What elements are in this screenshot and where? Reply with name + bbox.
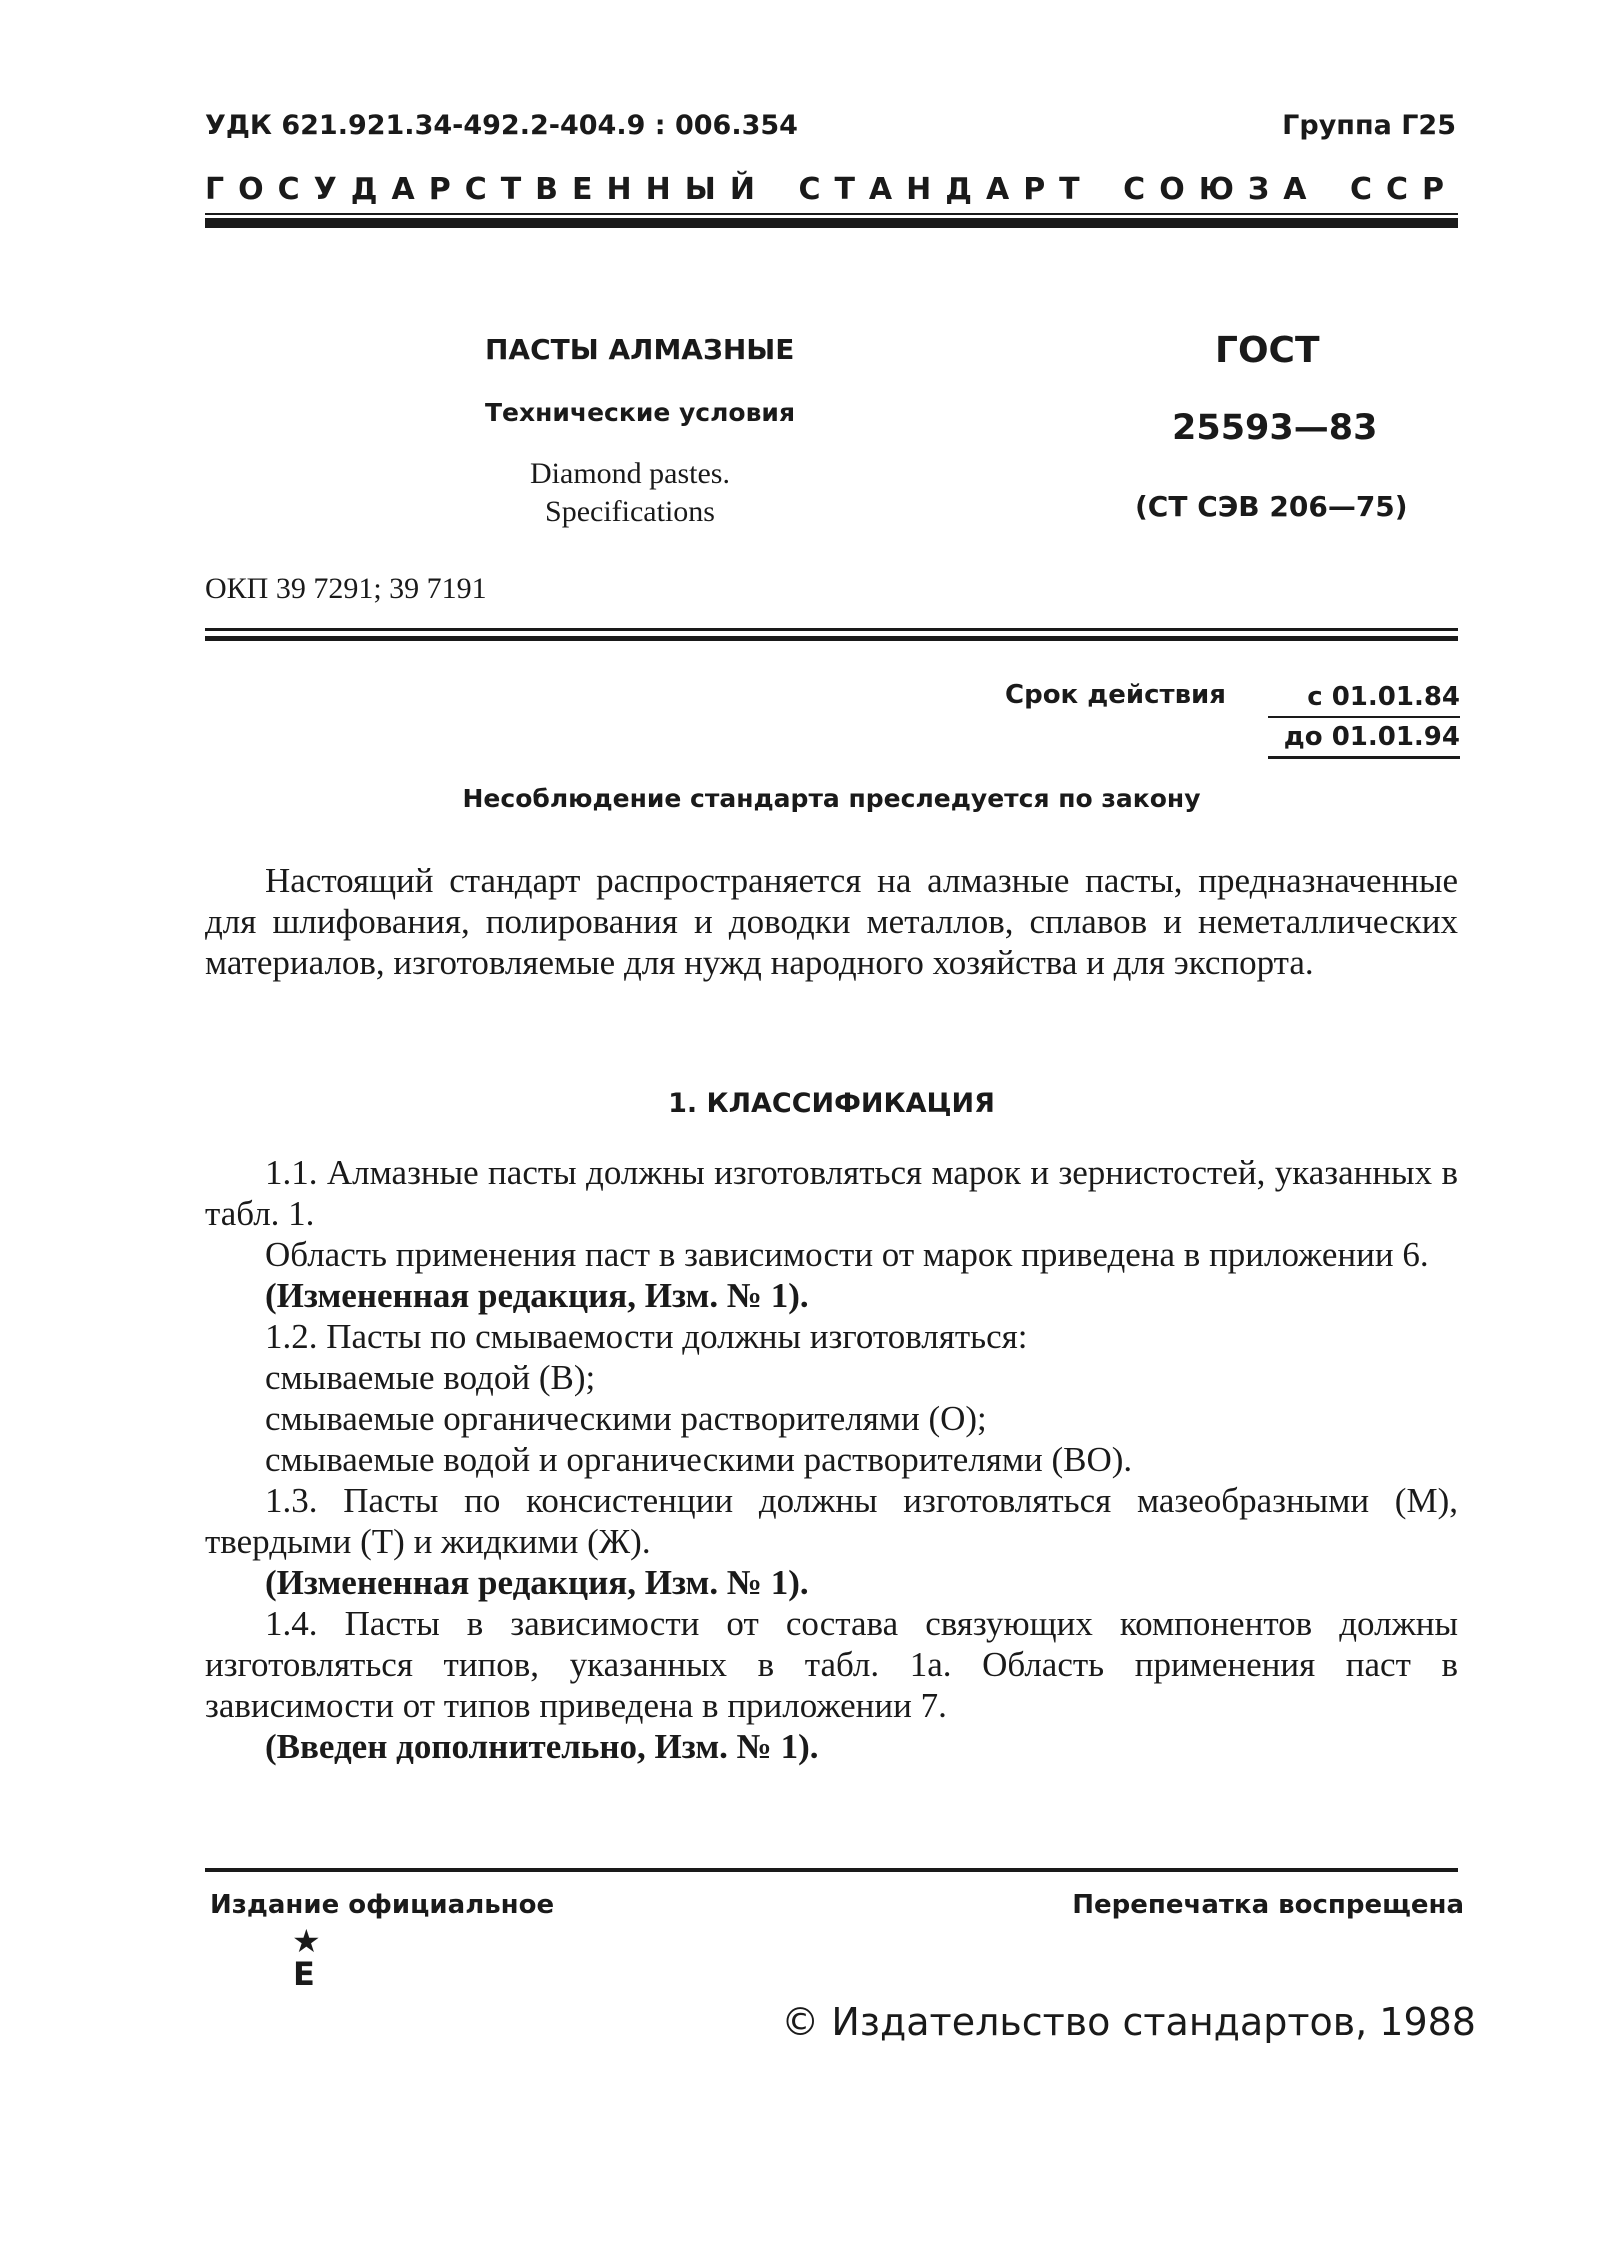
section-heading: 1. КЛАССИФИКАЦИЯ (668, 1088, 995, 1119)
state-standard-banner (205, 172, 1458, 207)
mid-rule-thick (205, 636, 1458, 641)
list-item: смываемые водой и органическими растворителями (ВО). (265, 1440, 1133, 1479)
top-rule-thin (205, 213, 1458, 215)
amendment-note: (Измененная редакция, Изм. № 1). (265, 1563, 809, 1602)
clause: 1.4. Пасты в зависимости от состава связующих компонентов должны изготовляться типов, указанных в табл. 1а. Область применения паст в зависимости от типов приведена в приложении 7. (205, 1604, 1458, 1725)
edition-letter: Е (293, 1955, 315, 1993)
law-notice: Несоблюдение стандарта преследуется по закону (462, 784, 1201, 813)
clause: 1.2. Пасты по смываемости должны изготовляться: (265, 1317, 1028, 1356)
english-title-line: Specifications (545, 495, 715, 528)
footer-rule (205, 1868, 1458, 1872)
english-title-line: Diamond pastes. (530, 457, 730, 490)
document-subtitle: Технические условия (485, 398, 795, 427)
reprint-prohibited: Перепечатка воспрещена (1072, 1890, 1464, 1920)
clause: Область применения паст в зависимости от марок приведена в приложении 6. (265, 1235, 1429, 1274)
amendment-note: (Измененная редакция, Изм. № 1). (265, 1276, 809, 1315)
paragraph-text: Настоящий стандарт распространяется на алмазные пасты, предназначенные для шлифования, полирования и доводки металлов, сплавов и неметаллических материалов, изготовляемые для нужд народного хозяйства и для экспорта. (205, 861, 1458, 982)
list-item: смываемые водой (В); (265, 1358, 596, 1397)
amendment-note: (Введен дополнительно, Изм. № 1). (265, 1727, 819, 1766)
document-title: ПАСТЫ АЛМАЗНЫЕ (485, 333, 795, 366)
banner-word: ГОСУДАРСТВЕННЫЙ (205, 172, 769, 207)
banner-word: СТАНДАРТ (798, 172, 1094, 207)
intro-paragraph (205, 860, 1458, 983)
top-rule-thick (205, 218, 1458, 228)
official-edition: Издание официальное (210, 1890, 555, 1920)
banner-word: ССР (1349, 172, 1458, 207)
validity-to: до 01.01.94 (1268, 722, 1460, 759)
udk-code: УДК 621.921.34-492.2-404.9 : 006.354 (205, 110, 798, 141)
validity-label: Срок действия (1005, 680, 1226, 710)
gost-label: ГОСТ (1215, 330, 1320, 371)
group-code: Группа Г25 (1282, 110, 1456, 141)
cmea-reference: (СТ СЭВ 206—75) (1135, 490, 1408, 523)
okp-code: ОКП 39 7291; 39 7191 (205, 572, 487, 605)
clause: 1.1. Алмазные пасты должны изготовляться марок и зернистостей, указанных в табл. 1. (205, 1153, 1458, 1233)
clause: 1.3. Пасты по консистенции должны изготовляться мазеобразными (М), твердыми (Т) и жидкими (Ж). (205, 1481, 1458, 1561)
banner-word: СОЮЗА (1123, 172, 1321, 207)
gost-number: 25593—83 (1172, 408, 1378, 448)
mid-rule-thin (205, 628, 1458, 631)
copyright: © Издательство стандартов, 1988 (781, 2000, 1476, 2044)
list-item: смываемые органическими растворителями (О); (265, 1399, 987, 1438)
english-title (490, 455, 770, 531)
star-icon: ★ (292, 1922, 321, 1960)
validity-from: с 01.01.84 (1268, 682, 1460, 718)
section-body (205, 1152, 1458, 1767)
